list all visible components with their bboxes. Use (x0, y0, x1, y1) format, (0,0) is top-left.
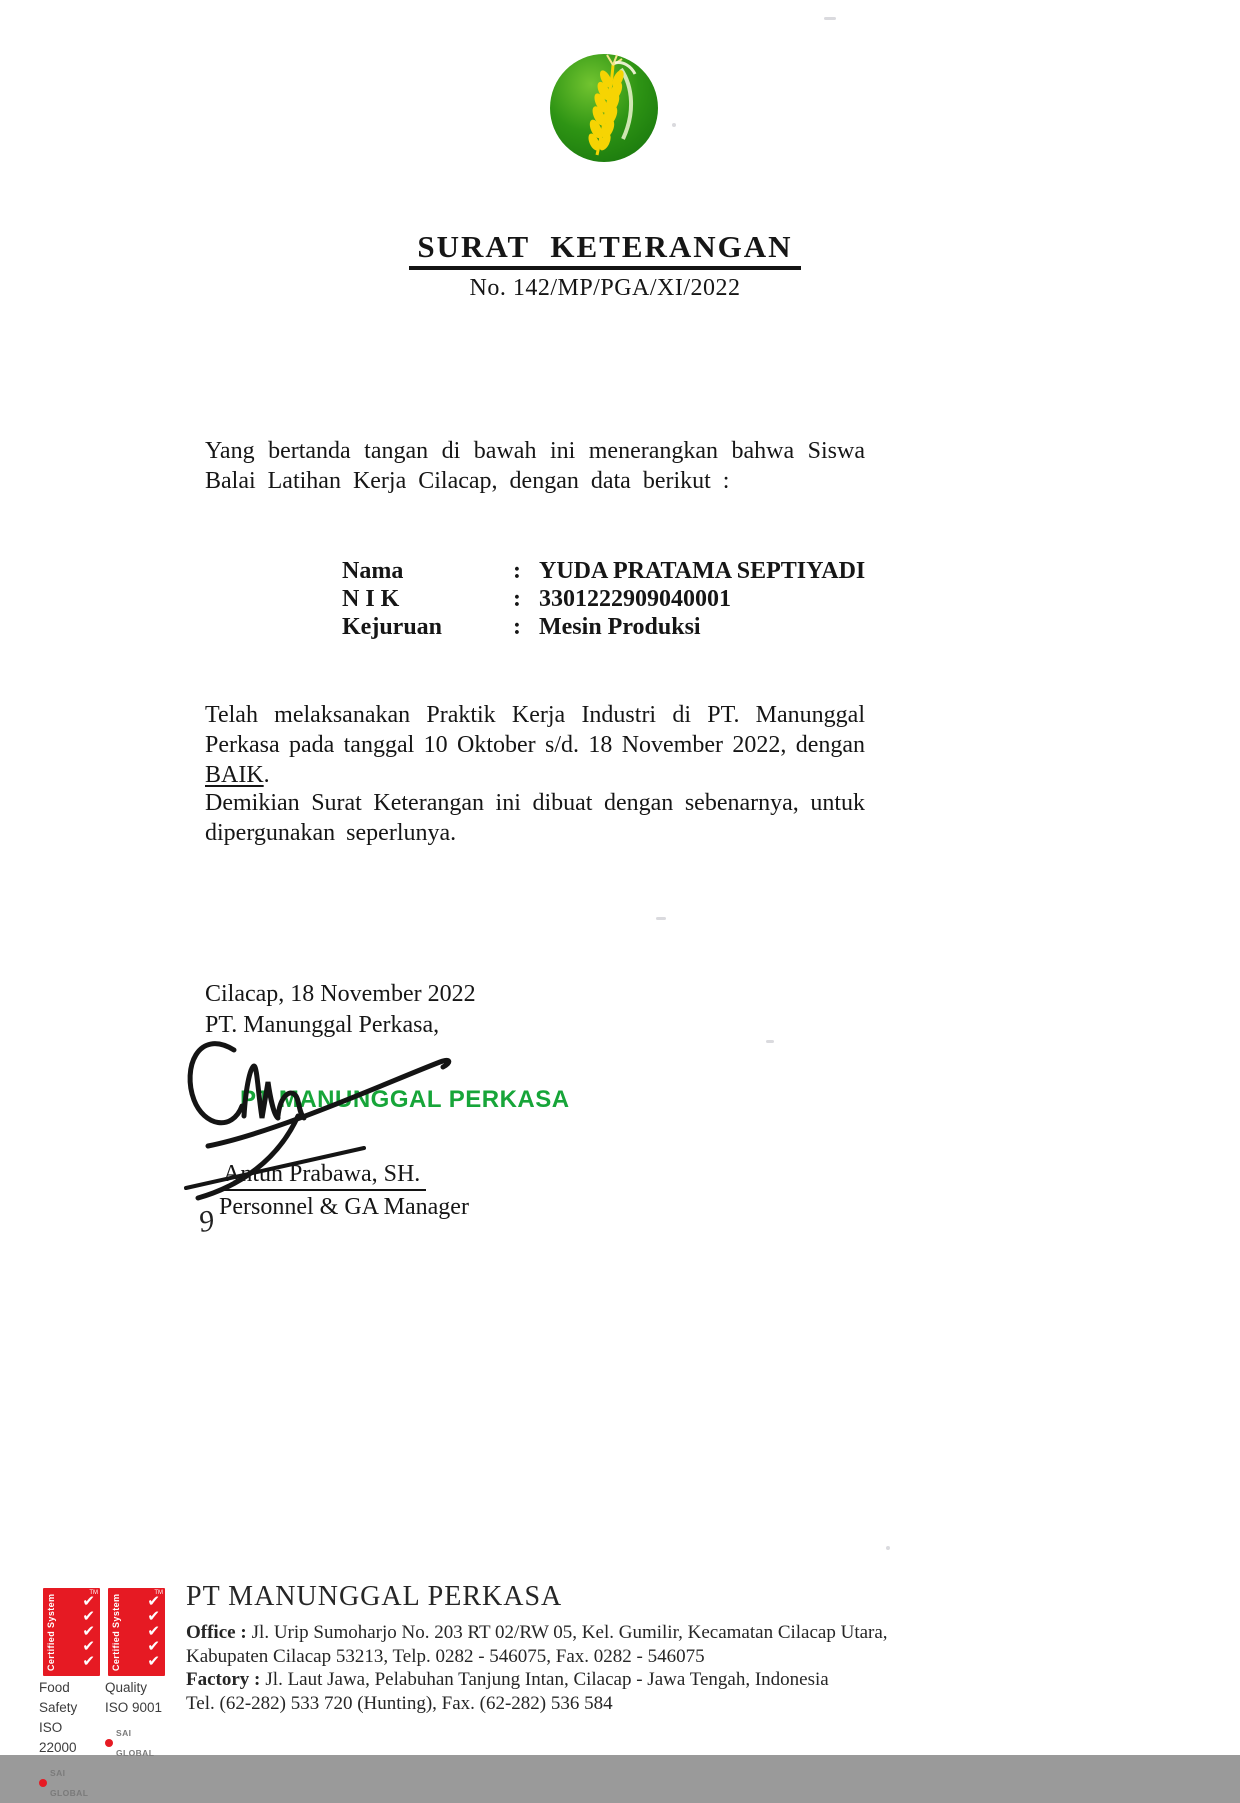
badge-caption-food-safety (39, 1678, 103, 1803)
badge-caption-line: Quality (105, 1680, 148, 1695)
internship-text: Telah melaksanakan Praktik Kerja Industri di PT. Manunggal Perkasa pada tanggal 10 Oktober s/d. 18 November 2022, dengan (205, 702, 865, 758)
field-separator: : (513, 586, 521, 612)
trademark-label: TM (154, 1590, 163, 1596)
certified-system-label: Certified System (46, 1593, 56, 1671)
badge-caption-line: ISO 9001 (105, 1700, 163, 1715)
field-label: Kejuruan (342, 614, 443, 640)
field-value: YUDA PRATAMA SEPTIYADI (539, 558, 866, 584)
scan-speck (824, 17, 836, 20)
office-label: Office : (186, 1622, 247, 1643)
scan-speck (886, 1546, 890, 1550)
iso-badge-quality (108, 1588, 165, 1676)
brand-label: SAI GLOBAL (50, 1768, 89, 1798)
field-row-kejuruan (342, 614, 865, 642)
checkmark-column (147, 1594, 160, 1669)
checkmark-icon (147, 1654, 160, 1669)
student-data-block (342, 558, 865, 642)
wheat-logo-icon (549, 53, 659, 163)
signing-company: PT. Manunggal Perkasa, (205, 1012, 440, 1038)
iso-badge-food-safety (43, 1588, 100, 1676)
scan-speck (672, 123, 676, 127)
company-stamp: PT MANUNGGAL PERKASA (240, 1086, 570, 1113)
badge-caption-line: Food Safety (39, 1680, 78, 1715)
badge-caption-line: ISO 22000 (39, 1720, 77, 1755)
factory-label: Factory : (186, 1669, 261, 1690)
place-date: Cilacap, 18 November 2022 (205, 981, 476, 1007)
field-separator: : (513, 614, 521, 640)
field-row-nik (342, 586, 865, 614)
scan-speck (766, 1040, 774, 1043)
badge-caption-quality (105, 1678, 169, 1763)
grade-underlined: BAIK (205, 762, 264, 788)
footer-tel-line: Tel. (62-282) 533 720 (Hunting), Fax. (62-282) 536 584 (186, 1692, 613, 1714)
field-label: N I K (342, 586, 400, 612)
checkmark-column (82, 1594, 95, 1669)
field-value: Mesin Produksi (539, 614, 701, 640)
brand-dot-icon (39, 1779, 47, 1787)
closing-paragraph: Demikian Surat Keterangan ini dibuat dengan sebenarnya, untuk dipergunakan seperlunya. (205, 790, 865, 846)
brand-label: SAI GLOBAL (116, 1728, 155, 1758)
factory-address-text: Jl. Laut Jawa, Pelabuhan Tanjung Intan, Cilacap - Jawa Tengah, Indonesia (265, 1669, 829, 1690)
office-address-line2: Kabupaten Cilacap 53213, Telp. 0282 - 546075, Fax. 0282 - 546075 (186, 1645, 705, 1667)
field-label: Nama (342, 558, 404, 584)
letter-title: SURAT KETERANGAN (409, 229, 800, 270)
internship-paragraph (205, 700, 865, 790)
office-address-text: Jl. Urip Sumoharjo No. 203 RT 02/RW 05, Kel. Gumilir, Kecamatan Cilacap Utara, (251, 1622, 888, 1643)
sai-global-brand (39, 1763, 103, 1803)
footer-company-name: PT MANUNGGAL PERKASA (186, 1581, 563, 1612)
signer-name: Antun Prabawa, SH. (223, 1161, 426, 1191)
scan-speck (656, 917, 666, 920)
internship-period: . (263, 762, 270, 788)
brand-dot-icon (105, 1739, 113, 1747)
title-block (205, 229, 1005, 302)
field-separator: : (513, 558, 521, 584)
signer-title: Personnel & GA Manager (219, 1194, 469, 1220)
sai-global-brand (105, 1723, 169, 1763)
footer-address-block (186, 1621, 966, 1715)
checkmark-icon (82, 1654, 95, 1669)
trademark-label: TM (89, 1590, 98, 1596)
certified-system-label: Certified System (111, 1593, 121, 1671)
company-logo (549, 53, 659, 163)
field-value: 3301222909040001 (539, 586, 731, 612)
factory-address-line (186, 1668, 966, 1692)
intro-paragraph: Yang bertanda tangan di bawah ini menerangkan bahwa Siswa Balai Latihan Kerja Cilacap, dengan data berikut : (205, 438, 865, 494)
field-row-nama (342, 558, 865, 586)
handwritten-mark: 9 (196, 1203, 217, 1240)
office-address-line (186, 1621, 966, 1645)
letter-number: No. 142/MP/PGA/XI/2022 (469, 275, 741, 301)
